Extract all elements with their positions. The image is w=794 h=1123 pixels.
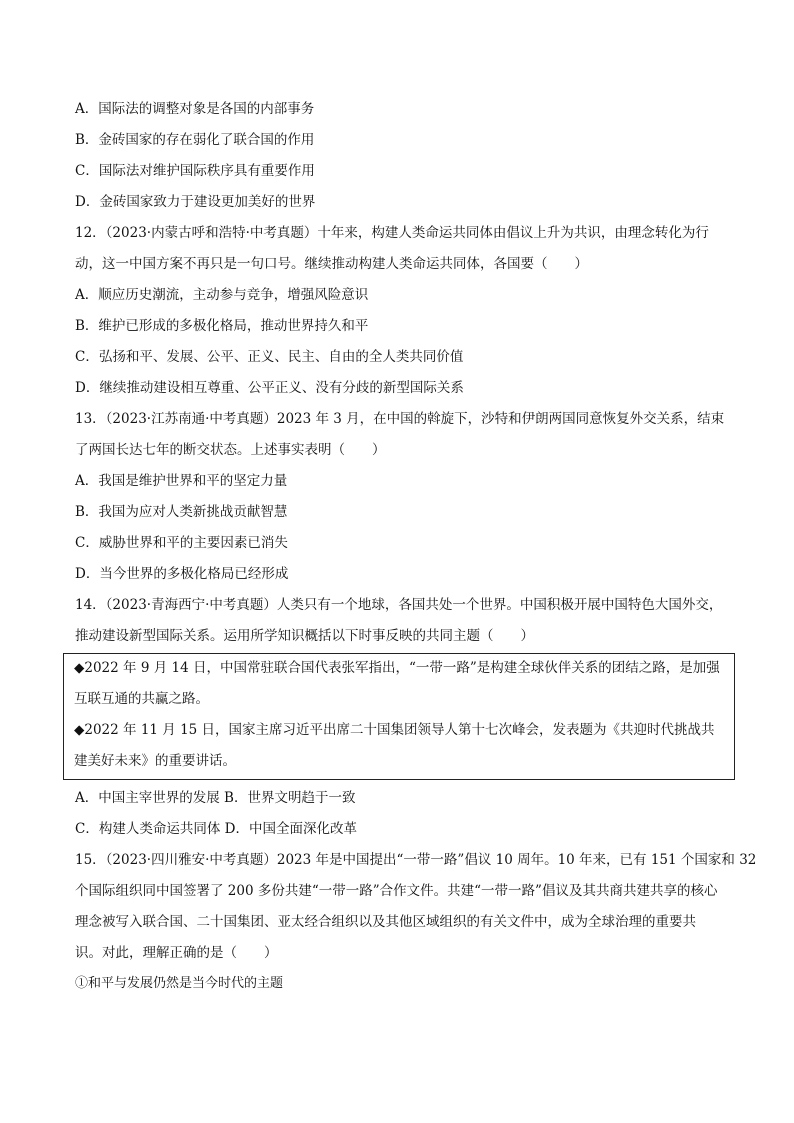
question-14: [75, 595, 725, 850]
option-b: B．我国为应对人类新挑战贡献智慧: [75, 504, 288, 520]
material-line: ◆2022 年 9 月 14 日，中国常驻联合国代表张军指出，“一带一路”是构建全球伙伴关系的团结之路，是加强: [74, 660, 720, 676]
question-15: [75, 850, 757, 1005]
question-stem: 个国际组织同中国签署了 200 多份共建“一带一路”合作文件。共建“一带一路”倡议及其共商共建共享的核心: [75, 883, 718, 899]
option-d: D．金砖国家致力于建设更加美好的世界: [75, 194, 316, 210]
material-line: 建美好未来》的重要讲话。: [74, 753, 236, 769]
question-stem: 理念被写入联合国、二十国集团、亚太经合组织以及其他区域组织的有关文件中，成为全球治理的重要共: [75, 914, 696, 930]
option-ab: A．中国主宰世界的发展 B．世界文明趋于一致: [75, 790, 356, 806]
option-d: D．当今世界的多极化格局已经形成: [75, 566, 289, 582]
option-a: A．顺应历史潮流，主动参与竞争，增强风险意识: [75, 287, 369, 303]
option-a: A．国际法的调整对象是各国的内部事务: [75, 101, 315, 117]
question-stem: 推动建设新型国际关系。运用所学知识概括以下时事反映的共同主题（ ）: [75, 628, 534, 644]
question-stem: 12．（2023·内蒙古呼和浩特·中考真题）十年来，构建人类命运共同体由倡议上升为共识，由理念转化为行: [75, 225, 709, 241]
option-a: A．我国是维护世界和平的坚定力量: [75, 473, 288, 489]
option-c: C．弘扬和平、发展、公平、正义、民主、自由的全人类共同价值: [75, 349, 464, 365]
question-stem: 14．（2023·青海西宁·中考真题）人类只有一个地球，各国共处一个世界。中国积极开展中国特色大国外交，: [75, 597, 723, 613]
material-line: 互联互通的共赢之路。: [74, 691, 209, 707]
option-d: D．继续推动建设相互尊重、公平正义、没有分歧的新型国际关系: [75, 380, 464, 396]
material-box: [63, 653, 735, 780]
statement-item: ①和平与发展仍然是当今时代的主题: [75, 976, 284, 991]
option-b: B．维护已形成的多极化格局，推动世界持久和平: [75, 318, 369, 334]
question-stem: 了两国长达七年的断交状态。上述事实表明（ ）: [75, 442, 386, 458]
option-b: B．金砖国家的存在弱化了联合国的作用: [75, 132, 315, 148]
question-stem: 13．（2023·江苏南通·中考真题）2023 年 3 月，在中国的斡旋下，沙特和伊朗两国同意恢复外交关系，结束: [75, 411, 725, 427]
option-c: C．威胁世界和平的主要因素已消失: [75, 535, 288, 551]
question-12: [75, 223, 725, 409]
question-13: [75, 409, 725, 595]
question-stem: 识。对此，理解正确的是（ ）: [75, 945, 278, 961]
option-c: C．国际法对维护国际秩序具有重要作用: [75, 163, 315, 179]
document-page: [74, 99, 757, 1005]
material-line: ◆2022 年 11 月 15 日，国家主席习近平出席二十国集团领导人第十七次峰会，发表题为《共迎时代挑战共: [74, 722, 715, 738]
option-cd: C．构建人类命运共同体 D．中国全面深化改革: [75, 821, 357, 837]
question-stem: 动，这一中国方案不再只是一句口号。继续推动构建人类命运共同体，各国要（ ）: [75, 256, 588, 272]
question-stem: 15．（2023·四川雅安·中考真题）2023 年是中国提出“一带一路”倡议 10 周年。10 年来，已有 151 个国家和 32: [75, 852, 757, 868]
